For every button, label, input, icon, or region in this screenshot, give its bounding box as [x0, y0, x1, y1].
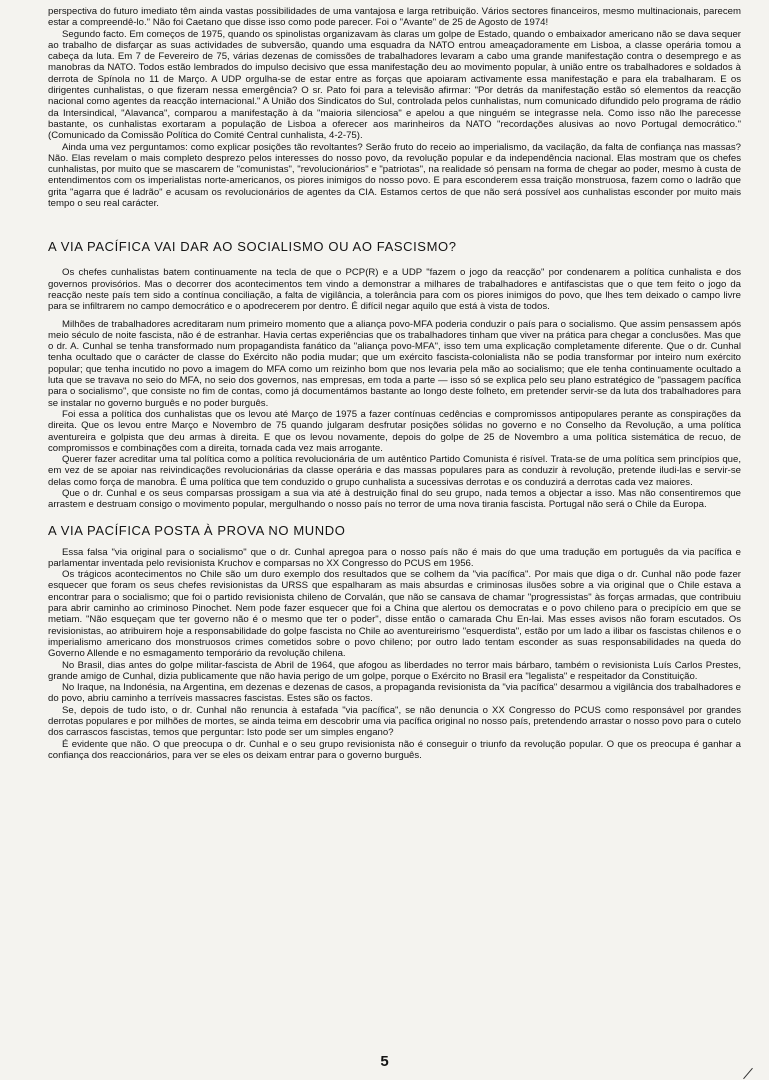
paragraph: No Iraque, na Indonésia, na Argentina, em dezenas e dezenas de casos, a propaganda revisionista da "via pacífica" desarmou a vigilância dos trabalhadores e do povo, abriu caminho a terríveis massacres fascistas. Estes são os factos. [48, 682, 741, 705]
paragraph: Milhões de trabalhadores acreditaram num primeiro momento que a aliança povo-MFA poderia conduzir o país para o socialismo. Que assim pensassem após meio século de noite fascista, não é de estranhar. Havia certas experiências que os trabalhadores tinham que viver na prática para chegar a conclusões. Mas que o dr. A. Cunhal se tenha transformado num propagandista fanático da "aliança povo-MFA", isso tem uma explicação completamente diferente. Que o dr. Cunhal tenha ocultado que o carácter de classe do Exército não podia mudar; que um exército fascista-colonialista não se podia transformar por inteiro num exército popular; que tenha incutido no povo a imagem do MFA como um reizinho bom que nos levaria pela mão ao socialismo; que ele tenha continuamente ocultado a luta que se travava no seio do MFA, no seio dos governos, nas empresas, em toda a parte — isso só se explica pelo seu plano estratégico de "passagem pacífica para o socialismo", que consiste no fim de contas, como já documentámos bastante ao longo deste folheto, em pretender servir-se da luta dos trabalhadores para se instalar no governo burguês e no poder burguês. [48, 318, 741, 409]
paragraph: Foi essa a política dos cunhalistas que os levou até Março de 1975 a fazer contínuas cedências e compromissos antipopulares perante as conspirações da direita. Que os levou entre Março e Novembro de 75 quando julgaram desfrutar posições sólidas no governo e no Conselho da Revolução, a uma política aventureira e golpista que deu armas à direita. E que os levou novamente, depois do golpe de 25 de Novembro a uma política sistemática de recuo, de compromissos e combinações com a direita, tornada cada vez mais arrogante. [48, 408, 741, 454]
paragraph: Ainda uma vez perguntamos: como explicar posições tão revoltantes? Serão fruto do receio ao imperialismo, da vacilação, da falta de confiança nas massas? Não. Elas revelam o mais completo desprezo pelos interesses do nosso povo, da revolução popular e da independência nacional. Elas mostram que os chefes cunhalistas, por muito que se mascarem de "comunistas", "revolucionários" e "patriotas", na realidade só pensam na forma de chegar ao poder, mesmo à custa de entendimentos com os imperialistas norte-americanos, os piores inimigos do nosso povo. E para esconderem essa traição monstruosa, fazem como o ladrão que grita "agarra que é ladrão" e acusam os revolucionários de agentes da CIA. Estamos certos de que não será possível aos cunhalistas esconder por muito mais tempo o seu real carácter. [48, 141, 741, 210]
paragraph: Que o dr. Cunhal e os seus comparsas prossigam a sua via até à destruição final do seu grupo, nada temos a objectar a isso. Mas não consentiremos que arrastem e destruam consigo o movimento popular, mergulhando o nosso país no terror de uma nova tirania fascista. Portugal não será o Chile da Europa. [48, 487, 741, 511]
section-heading: A VIA PACÍFICA POSTA À PROVA NO MUNDO [48, 522, 346, 538]
section-intro [48, 6, 741, 209]
paragraph: Segundo facto. Em começos de 1975, quando os spinolistas organizavam às claras um golpe de Estado, quando o embaixador americano não se dava sequer ao trabalho de disfarçar as suas actividades de subversão, quando uma esquadra da NATO entrou ameaçadoramente em Lisboa, a classe operária tomou a cabeça da luta. Em 7 de Fevereiro de 75, várias dezenas de comissões de trabalhadores levaram a cabo uma grande manifestação contra o desemprego e as manobras da NATO. Todos estão lembrados do impulso decisivo que essa manifestação deu ao movimento popular, à união entre os trabalhadores e soldados à derrota de Spínola no 11 de Março. A UDP orgulha-se de estar entre as forças que apoiaram activamente essa manifestação e para ela trabalharam. E os dirigentes cunhalistas, o que fizeram nessa emergência? O sr. Pato foi para a televisão afirmar: "Por detrás da manifestação estão só elementos da reacção nacional como agentes da reacção internacional." A União dos Sindicatos do Sul, controlada pelos cunhalistas, num comunicado difundido pelo programa de rádio da Intersindical, "Alavanca", comparou a manifestação à da "maioria silenciosa" e apelou a que ninguém se integrasse nela. Como isso não lhe parecesse bastante, os cunhalistas exortaram a população de Lisboa a oferecer aos marinheiros da NATO "recordações alusivas ao novo Portugal democrático." (Comunicado da Comissão Política do Comité Central cunhalista, 4-2-75). [48, 28, 741, 142]
paragraph: No Brasil, dias antes do golpe militar-fascista de Abril de 1964, que afogou as liberdades no terror mais bárbaro, também o revisionista Luís Carlos Prestes, grande amigo de Cunhal, dizia publicamente que não havia perigo de um golpe, porque o Exército no Brasil era "legalista" e respeitador da Constituição. [48, 659, 741, 682]
paragraph: Os chefes cunhalistas batem continuamente na tecla de que o PCP(R) e a UDP "fazem o jogo da reacção" por condenarem a política cunhalista e dos governos provisórios. Mas o decorrer dos acontecimentos tem vindo a demonstrar a milhares de trabalhadores e antifascistas que o que tem feito o jogo da reacção neste país tem sido a contínua conciliação, a falta de vigilância, a tolerância para com os piores inimigos do povo, que lhes tem deixado o campo livre para se infiltrarem no campo democrático e o apodrecerem por dentro. É difícil negar aquilo que está à vista de todos. [48, 267, 741, 313]
paragraph: perspectiva do futuro imediato têm ainda vastas possibilidades de uma vantajosa e larga retribuição. Vários sectores financeiros, mesmo multinacionais, parecem estar a compreendê-lo." Não foi Caetano que disse isso como pode parecer. Foi o "Avante" de 25 de Agosto de 1974! [48, 6, 741, 29]
paragraph: Os trágicos acontecimentos no Chile são um duro exemplo dos resultados que se colhem da "via pacífica". Por mais que diga o dr. Cunhal não pode fazer esquecer que foram os seus chefes revisionistas da URSS que espalharam as mais absurdas e criminosas ilusões sobre a via original que o Chile estava a encontrar para o socialismo; que foi o partido revisionista chileno de Corvalán, que não se cansava de chamar "progressistas" às forças armadas, que contribuiu para abrir caminho ao criminoso Pinochet. Nem pode fazer esquecer que foi a China que alertou os democratas e o povo chileno para o precipício em que se metiam. "Não esqueçam que ter governo não é o mesmo que ter o poder", disse então o camarada Chu En-lai. Mas esses avisos não foram escutados. Os revisionistas, ao atribuirem hoje a responsabilidade do golpe fascista no Chile ao aventureirismo "esquerdista", estão por um lado a ilibar os fascistas chilenos e o imperialismo americano dos monstruosos crimes cometidos sobre o povo chileno; por outro lado tentam esconder as suas responsabilidades na queda do Governo Allende e no esmagamento temporário da revolução chilena. [48, 569, 741, 660]
section-via-pacifica-mundo [48, 547, 741, 762]
paragraph: Essa falsa "via original para o socialismo" que o dr. Cunhal apregoa para o nosso país não é mais do que uma tradução em português da via pacífica e parlamentar inventada pelo revisionista Kruchov e comparsas no XX Congresso do PCUS em 1956. [48, 546, 741, 569]
paragraph: Querer fazer acreditar uma tal política como a política revolucionária de um autêntico Partido Comunista é risível. Trata-se de uma política sem princípios que, em vez de se apoiar nas reivindicações revolucionárias da classe operária e das massas populares para as conduzir à revolução, pretende iludi-las e servir-se delas como força de manobra. É uma política que tem conduzido o grupo cunhalista a sucessivas derrotas e os conduzirá a derrotas cada vez maiores. [48, 454, 741, 488]
paragraph: É evidente que não. O que preocupa o dr. Cunhal e o seu grupo revisionista não é conseguir o triunfo da revolução popular. O que os preocupa é ganhar a confiança dos reaccionários, para ver se eles os deixam entrar para o governo burguês. [48, 738, 741, 761]
page-number: 5 [380, 1053, 389, 1070]
section-via-pacifica-socialismo [48, 267, 741, 510]
section-heading: A VIA PACÍFICA VAI DAR AO SOCIALISMO OU AO FASCISMO? [48, 239, 457, 255]
paragraph: Se, depois de tudo isto, o dr. Cunhal não renuncia à estafada "via pacífica", se não denuncia o XX Congresso do PCUS como responsável por grandes derrotas populares e por milhões de mortes, se ainda teima em descobrir uma via pacífica original no nosso país, pretendendo arrastar o nosso povo para o cutelo dos carrascos fascistas, temos que perguntar: Isto pode ser um simples engano? [48, 704, 741, 739]
